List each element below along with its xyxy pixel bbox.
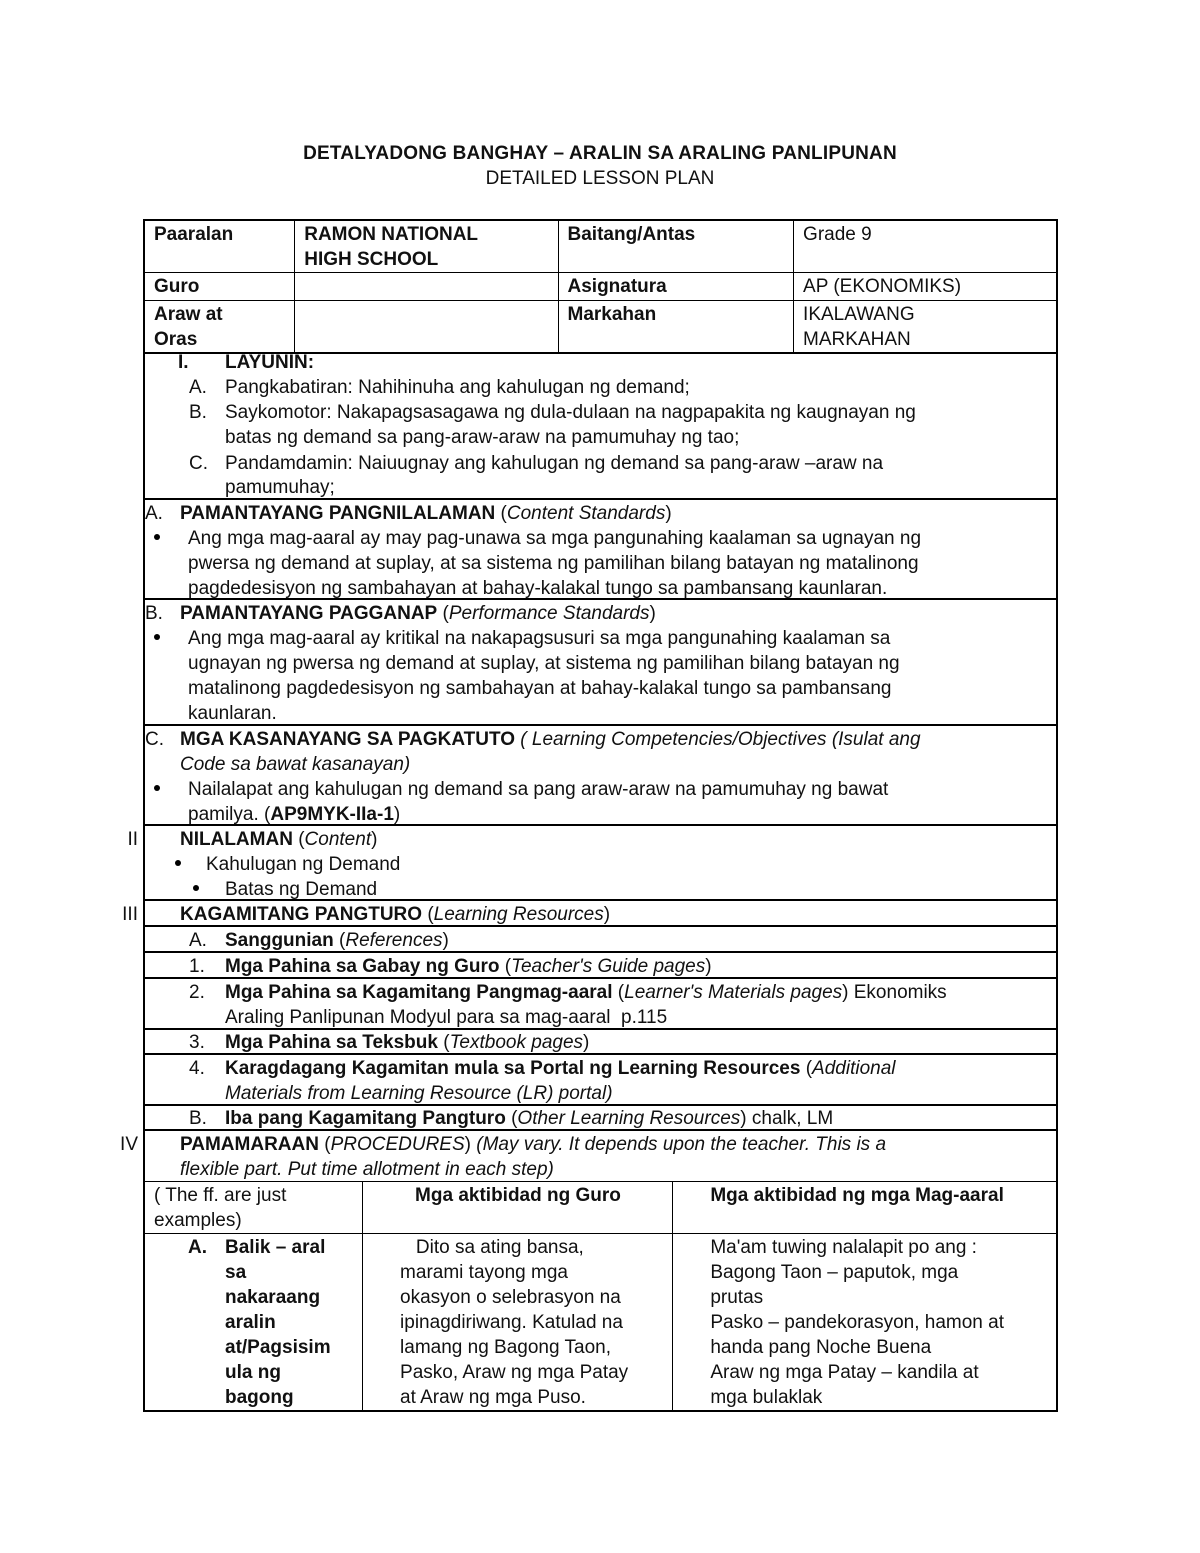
kagamitan-heading-line: KAGAMITANG PANGTURO (Learning Resources) (180, 904, 611, 925)
bullet-icon (154, 634, 160, 640)
procedure-step-line: sa (225, 1262, 247, 1283)
markahan-label: Markahan (558, 301, 794, 354)
resource-3-num: 3. (189, 1032, 205, 1053)
procedure-step-letter: A. (188, 1237, 207, 1258)
pamamaraan-english-1: PROCEDURES (330, 1134, 465, 1155)
resource-3-bold: Mga Pahina sa Teksbuk (225, 1032, 438, 1053)
other-resources-bold: Iba pang Kagamitang Pangturo (225, 1108, 506, 1129)
bullet-icon (193, 885, 199, 891)
other-resources-english: Other Learning Resources (517, 1108, 741, 1129)
kagamitan-heading: KAGAMITANG PANGTURO (180, 904, 423, 925)
resource-4-bold: Karagdagang Kagamitan mula sa Portal ng Learning Resources (225, 1058, 801, 1079)
perf-std-text-3: matalinong pagdedesisyon ng sambahayan at bahay-kalakal tungo sa pambansang (188, 678, 892, 699)
procedure-guro-line: at Araw ng mga Puso. (400, 1387, 586, 1408)
kagamitan-num: III (122, 904, 138, 925)
nilalaman-english: Content (304, 829, 372, 850)
layunin-c-text-1: Pandamdamin: Naiuugnay ang kahulugan ng demand sa pang-araw –araw na (225, 453, 884, 474)
section-resource-3 (143, 1030, 1058, 1055)
competencies-english-1: ( Learning Competencies/Objectives (Isulat ang (520, 729, 921, 750)
procedure-guro-line: marami tayong mga (400, 1262, 568, 1283)
other-resources-line: Iba pang Kagamitang Pangturo (Other Learning Resources) chalk, LM (225, 1108, 834, 1129)
section-content-standards (143, 500, 1058, 600)
baitang-value: Grade 9 (794, 220, 1057, 273)
resource-4-line: Karagdagang Kagamitan mula sa Portal ng Learning Resources (Additional (225, 1058, 896, 1079)
section-layunin (143, 349, 1058, 500)
asignatura-label: Asignatura (558, 273, 794, 301)
competencies-text-2-line (188, 802, 400, 827)
resource-3-line: Mga Pahina sa Teksbuk (Textbook pages) (225, 1032, 590, 1053)
araw-label: Araw at Oras (144, 301, 295, 354)
procedure-step-label (225, 1235, 353, 1410)
section-competencies (143, 726, 1058, 826)
content-std-letter: A. (145, 503, 163, 524)
section-performance-standards (143, 600, 1058, 726)
content-std-text-1: Ang mga mag-aaral ay may pag-unawa sa mga pangunahing kaalaman sa ugnayan ng (188, 528, 922, 549)
procedure-step-line: aralin (225, 1312, 276, 1333)
procedure-mag-aaral-line: Bagong Taon – paputok, mga (710, 1262, 959, 1283)
layunin-c-text-2: pamumuhay; (225, 477, 335, 498)
procedures-table (143, 1181, 1058, 1412)
competencies-heading-line (180, 727, 921, 752)
section-resource-1 (143, 953, 1058, 979)
nilalaman-num: II (127, 829, 138, 850)
section-kagamitan-heading (143, 901, 1058, 927)
content-std-text-3: pagdedesisyon ng sambahayan at bahay-kalakal tungo sa pambansang kaunlaran. (188, 578, 888, 599)
layunin-b-text-1: Saykomotor: Nakapagsasagawa ng dula-dulaan na nagpapakita ng kaugnayan ng (225, 402, 916, 423)
layunin-a-text: Pangkabatiran: Nahihinuha ang kahulugan ng demand; (225, 377, 690, 398)
resource-4-line-2 (225, 1081, 613, 1106)
header-info-table (143, 219, 1058, 354)
procedure-guro-line: Pasko, Araw ng mga Patay (400, 1362, 629, 1383)
paaralan-label: Paaralan (144, 220, 295, 273)
pamamaraan-heading: PAMAMARAAN (180, 1134, 319, 1155)
procedure-mag-aaral-line: mga bulaklak (710, 1387, 823, 1408)
bullet-icon (154, 534, 160, 540)
content-std-english: Content Standards (506, 503, 666, 524)
competencies-code: AP9MYK-IIa-1 (270, 804, 394, 825)
procedure-step-line: Balik – aral (225, 1237, 326, 1258)
pamamaraan-line-2 (180, 1157, 554, 1182)
nilalaman-item-1: Kahulugan ng Demand (206, 854, 401, 875)
perf-std-heading: PAMANTAYANG PAGGANAP (180, 603, 438, 624)
section-nilalaman (143, 826, 1058, 901)
perf-std-english: Performance Standards (448, 603, 650, 624)
kagamitan-english: Learning Resources (433, 904, 604, 925)
resource-4-english-1: Additional (812, 1058, 896, 1079)
layunin-a-letter: A. (189, 377, 207, 398)
competencies-english-line-2 (180, 752, 410, 777)
procedure-mag-aaral-text (710, 1235, 1047, 1410)
procedure-step-cell (144, 1234, 363, 1412)
section-sanggunian (143, 927, 1058, 953)
perf-std-letter: B. (145, 603, 163, 624)
procedure-step-line: bagong (225, 1387, 294, 1408)
baitang-label: Baitang/Antas (558, 220, 794, 273)
resource-1-num: 1. (189, 956, 205, 977)
resource-4-num: 4. (189, 1058, 205, 1079)
resource-4-english-2: Materials from Learning Resource (LR) portal) (225, 1083, 613, 1104)
competencies-english-2: Code sa bawat kasanayan) (180, 754, 411, 775)
other-resources-letter: B. (189, 1108, 207, 1129)
nilalaman-item-2: Batas ng Demand (225, 879, 378, 900)
competencies-text-2: pamilya. ( (188, 804, 271, 825)
section-pamamaraan (143, 1131, 1058, 1182)
content-std-text-2: pwersa ng demand at suplay, at sa sistema ng pamilihan bilang batayan ng matalinong (188, 553, 919, 574)
resource-1-bold: Mga Pahina sa Gabay ng Guro (225, 956, 500, 977)
bullet-icon (154, 785, 160, 791)
araw-value (295, 301, 558, 354)
sanggunian-line: Sanggunian (References) (225, 930, 449, 951)
procedure-mag-aaral-line: prutas (710, 1287, 764, 1308)
sanggunian-letter: A. (189, 930, 207, 951)
perf-std-text-1: Ang mga mag-aaral ay kritikal na nakapagsusuri sa mga pangunahing kaalaman sa (188, 628, 891, 649)
procedure-guro-line: okasyon o selebrasyon na (400, 1287, 621, 1308)
resource-2-bold: Mga Pahina sa Kagamitang Pangmag-aaral (225, 982, 613, 1003)
resource-2-english: Learner's Materials pages (624, 982, 843, 1003)
section-other-resources (143, 1106, 1058, 1131)
paaralan-value: RAMON NATIONAL HIGH SCHOOL (295, 220, 558, 273)
procedure-guro-cell (363, 1234, 673, 1412)
resource-2-rest: Ekonomiks (848, 982, 947, 1003)
perf-std-heading-line: PAMANTAYANG PAGGANAP (Performance Standards) (180, 603, 656, 624)
layunin-b-letter: B. (189, 402, 207, 423)
perf-std-text-2: ugnayan ng pwersa ng demand at suplay, at sistema ng pamilihan bilang batayan ng (188, 653, 900, 674)
procedure-step-line: at/Pagsisim (225, 1337, 331, 1358)
procedures-col3-header: Mga aktibidad ng mga Mag-aaral (673, 1182, 1057, 1234)
procedure-mag-aaral-line: Pasko – pandekorasyon, hamon at (710, 1312, 1004, 1333)
resource-3-english: Textbook pages (449, 1032, 584, 1053)
competencies-heading: MGA KASANAYANG SA PAGKATUTO (180, 729, 515, 750)
procedure-step-line: ula ng (225, 1362, 281, 1383)
guro-label: Guro (144, 273, 295, 301)
sanggunian-bold: Sanggunian (225, 930, 334, 951)
pamamaraan-english-3: flexible part. Put time allotment in each step) (180, 1159, 554, 1180)
perf-std-text-4: kaunlaran. (188, 703, 277, 724)
bullet-icon (175, 860, 181, 866)
sanggunian-english: References (345, 930, 443, 951)
procedure-mag-aaral-line: handa pang Noche Buena (710, 1337, 932, 1358)
pamamaraan-heading-line: PAMAMARAAN (PROCEDURES) (May vary. It depends upon the teacher. This is a (180, 1134, 887, 1155)
layunin-num: I. (178, 352, 189, 373)
section-resource-2 (143, 979, 1058, 1030)
resource-1-english: Teacher's Guide pages (511, 956, 706, 977)
procedure-guro-text (400, 1235, 663, 1410)
content-std-heading-line: PAMANTAYANG PANGNILALAMAN (Content Standards) (180, 503, 672, 524)
nilalaman-heading: NILALAMAN (180, 829, 293, 850)
asignatura-value: AP (EKONOMIKS) (794, 273, 1057, 301)
document-subtitle: DETAILED LESSON PLAN (485, 168, 715, 189)
procedure-guro-line: Dito sa ating bansa, (400, 1237, 584, 1258)
document-title: DETALYADONG BANGHAY – ARALIN SA ARALING PANLIPUNAN (303, 143, 897, 164)
resource-2-line-2: Araling Panlipunan Modyul para sa mag-aaral p.115 (225, 1007, 668, 1028)
section-resource-4 (143, 1055, 1058, 1106)
other-resources-rest: chalk, LM (746, 1108, 834, 1129)
procedures-col2-header: Mga aktibidad ng Guro (363, 1182, 673, 1234)
procedure-step-line: nakaraang (225, 1287, 321, 1308)
guro-value (295, 273, 558, 301)
procedure-mag-aaral-line: Ma'am tuwing nalalapit po ang : (710, 1237, 977, 1258)
layunin-heading: LAYUNIN: (225, 352, 315, 373)
competencies-letter: C. (145, 729, 164, 750)
procedure-guro-line: ipinagdiriwang. Katulad na (400, 1312, 623, 1333)
nilalaman-heading-line: NILALAMAN (Content) (180, 829, 378, 850)
competencies-text-1: Nailalapat ang kahulugan ng demand sa pang araw-araw na pamumuhay ng bawat (188, 779, 889, 800)
markahan-value: IKALAWANG MARKAHAN (794, 301, 1057, 354)
resource-2-line: Mga Pahina sa Kagamitang Pangmag-aaral (Learner's Materials pages) Ekonomiks (225, 982, 947, 1003)
resource-2-num: 2. (189, 982, 205, 1003)
procedure-guro-line: lamang ng Bagong Taon, (400, 1337, 611, 1358)
layunin-c-letter: C. (189, 453, 208, 474)
procedure-mag-aaral-line: Araw ng mga Patay – kandila at (710, 1362, 979, 1383)
resource-1-line: Mga Pahina sa Gabay ng Guro (Teacher's Guide pages) (225, 956, 712, 977)
layunin-b-text-2: batas ng demand sa pang-araw-araw na pamumuhay ng tao; (225, 427, 740, 448)
competencies-text-close: ) (393, 804, 401, 825)
pamamaraan-english-2: (May vary. It depends upon the teacher. This is a (470, 1134, 887, 1155)
pamamaraan-num: IV (120, 1134, 138, 1155)
procedures-col1-header: ( The ff. are just examples) (144, 1182, 363, 1234)
procedure-mag-aaral-cell (673, 1234, 1057, 1412)
content-std-heading: PAMANTAYANG PANGNILALAMAN (180, 503, 496, 524)
